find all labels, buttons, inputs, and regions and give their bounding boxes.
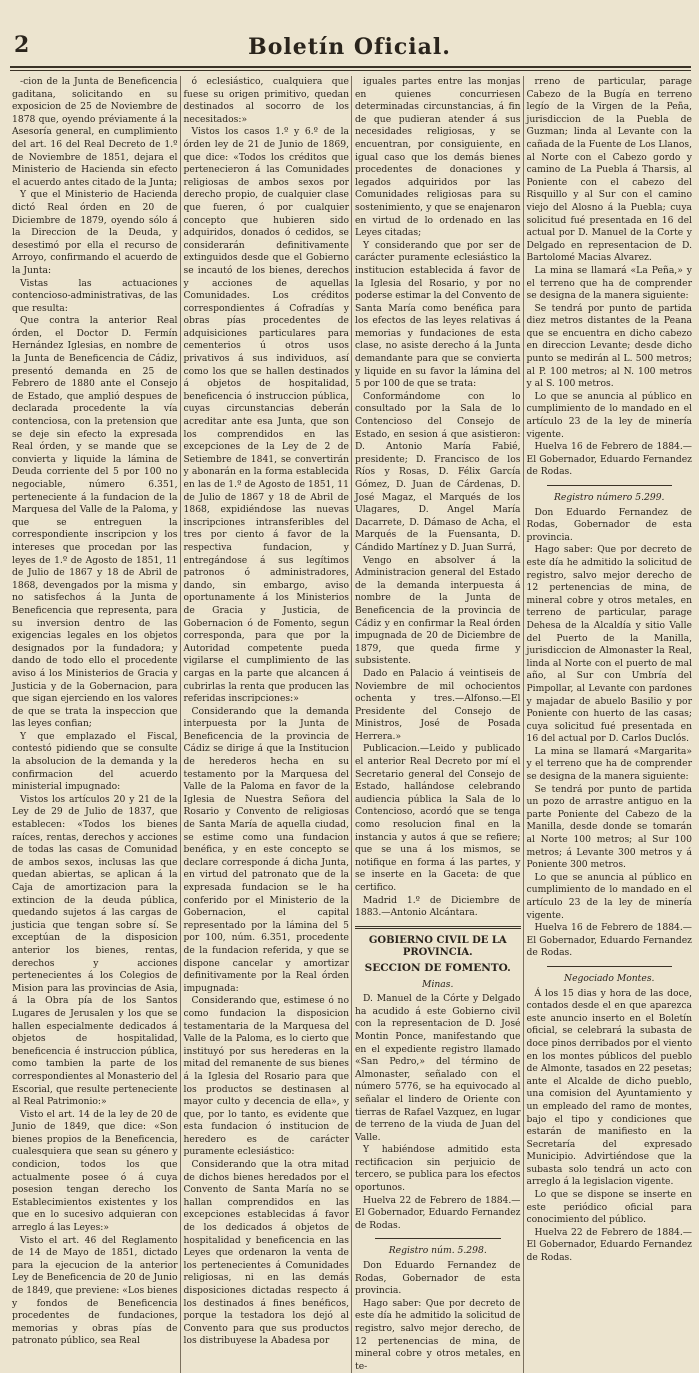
paragraph: Y que emplazado el Fiscal, contestó pidiendo que se consulte la absolucion de la demanda y la confirmacion del acuerdo ministerial impugnado: bbox=[12, 730, 178, 793]
divider bbox=[375, 1238, 501, 1239]
paragraph: Que contra la anterior Real órden, el Doctor D. Fermín Hernández Iglesias, en nombre de la Junta de Beneficencia de Cádiz, presentó demanda en 25 de Febrero de 1880 ante el Consejo de Estado, que amplió despues de declarada procedente la vía contenciosa, con la pretension que se deje sin efecto la expresada Real órden, y se mande que se convierta y liquide la lámina de Deuda corriente del 5 por 100 no negociable, número 6.351, perteneciente á la fundacion de la Marquesa del Valle de la Paloma, y que se entreguen la correspondiente inscripcion y los intereses que procedan por las leyes de 1.º de Agosto de 1851, 11 de Julio de 1867 y 18 de Abril de 1868, devengados por la misma y no satisfechos á la Junta de Beneficencia que representa, para su inversion dentro de las exigencias legales en los objetos designados por la fundadora; y dando de todo ello el procedente aviso á los Ministerios de Gracia y Justicia y de la Gobernacion, para que sigan ejerciendo en los valores de que se trata la inspeccion que las leyes confian; bbox=[12, 315, 178, 730]
paragraph: rreno de particular, parage Cabezo de la Bugía en terreno legío de la Virgen de la Peña, jurisdiccion de la Puebla de Guzman; linda al Levante con la cañada de la Fuente de Los Llanos, al Norte con el Cabezo gordo y camino de La Puebla á Tharsis, al Poniente con el cabezo del Risquillo y al Sur con el camino viejo del Alosno á la Puebla; cuya solicitud fué presentada en 16 del actual por D. Manuel de la Corte y Delgado en representacion de D. Bartolomé Macias Alvarez. bbox=[526, 76, 692, 264]
paragraph: Hago saber: Que por decreto de este día he admitido la solicitud de registro, salvo mejor derecho de 12 pertenencias de mina, de mineral cobre y otros metales, en terreno de particular, parage Dehesa de la Alcaldía y sitio Valle del Puerto de la Manilla, jurisdiccion de Almonaster la Real, linda al Norte con el puerto de mal año, al Sur con Umbría del Pimpollar, al Levante con pardones y majadar de abuelo Basilio y por Poniente con huerto de las casas; cuya solicitud fué presentada en 16 del actual por D. Carlos Duclós. bbox=[526, 544, 692, 745]
text-columns bbox=[12, 76, 692, 1372]
paragraph: Madrid 1.º de Diciembre de 1883.—Antonio Alcántara. bbox=[355, 894, 521, 919]
paragraph: Lo que se dispone se inserte en este periódico oficial para conocimiento del público. bbox=[526, 1189, 692, 1226]
paragraph: Y considerando que por ser de carácter puramente eclesiástico la institucion establecida á favor de la Iglesia del Rosario, y por no poderse estimar la del Convento de Santa María como benéfica para los efectos de las leyes relativas á memorias y fundaciones de esta clase, no asiste derecho á la Junta demandante para que se convierta y liquide en su favor la lámina del 5 por 100 de que se trata: bbox=[355, 239, 521, 390]
header-rule-thin bbox=[10, 70, 691, 71]
paragraph: Conformándome con lo consultado por la Sala de lo Contencioso del Consejo de Estado, en sesion á que asistieron: D. Antonio María Fabié, presidente; D. Francisco de los Ríos y Rosas, D. Félix García Gómez, D. Juan de Cárdenas, D. José Magaz, el Marqués de los Ulagares, D. Angel María Dacarrete, D. Dámaso de Acha, el Marqués de la Fuensanta, D. Cándido Martínez y D. Juan Surrá, bbox=[355, 390, 521, 553]
paragraph: Vistos los artículos 20 y 21 de la Ley de 29 de Julio de 1837, que establecen: «Todos los bienes raíces, rentas, derechos y acciones de todas las casas de Comunidad de ambos sexos, inclusas las que quedan abiertas, se aplican á la Caja de amortizacion para la extincion de la deuda pública, quedando sujetos á las cargas de justicia que tengan sobre sí. Se exceptúan de la disposicion anterior los bienes, rentas, derechos y acciones pertenecientes á los Colegios de Mision para las provincias de Asia, á la Obra pía de los Santos Lugares de Jerusalen y los que se hallen especialmente dedicados á objetos de hospitalidad, beneficencia é instruccion pública, como tambien la parte de los correspondientes al Monasterio del Escorial, que resulte perteneciente al Real Patrimonio:» bbox=[12, 793, 178, 1108]
paragraph: La mina se llamará «La Peña,» y el terreno que ha de comprender se designa de la manera siguiente: bbox=[526, 264, 692, 302]
header-rule bbox=[10, 66, 691, 68]
column-2 bbox=[184, 76, 350, 1373]
column-3 bbox=[355, 76, 521, 1373]
paragraph: ó eclesiástico, cualquiera que fuese su origen primitivo, quedan destinados al socorro de los necesitados:» bbox=[183, 76, 349, 125]
paragraph: Huelva 16 de Febrero de 1884.—El Gobernador, Eduardo Fernandez de Rodas. bbox=[526, 922, 692, 959]
paragraph: Don Eduardo Fernandez de Rodas, Gobernador de esta provincia. bbox=[526, 506, 692, 543]
paragraph: Dado en Palacio á veintiseis de Noviembre de mil ochocientos ochenta y tres.—Alfonso.—El Presidente del Consejo de Ministros, José de Posada Herrera.» bbox=[355, 667, 521, 742]
divider bbox=[547, 485, 673, 486]
paragraph: Y que el Ministerio de Hacienda dictó Real órden en 20 de Diciembre de 1879, oyendo sólo á la Direccion de la Deuda, y desestimó por ella el recurso de Arroyo, confirmando el acuerdo de la Junta: bbox=[12, 189, 178, 276]
column-1 bbox=[12, 76, 178, 1373]
paragraph: D. Manuel de la Córte y Delgado ha acudido á este Gobierno civil con la representacion de D. José Montin Ponce, manifestando que en el expediente registro llamado «San Pedro,» del término de Almonaster, señalado con el número 5776, se ha equivocado al señalar el lindero de Oriente con tierras de Rafael Vazquez, en lugar de terreno de la viuda de Juan del Valle. bbox=[355, 993, 521, 1143]
paragraph: Se tendrá por punto de partida un pozo de arrastre antiguo en la parte Poniente del Cabezo de la Manilla, desde donde se tomarán al Norte 100 metros; al Sur 100 metros; á Levante 300 metros y á Poniente 300 metros. bbox=[526, 783, 692, 871]
registro-heading: Registro número 5.299. bbox=[554, 492, 665, 503]
paragraph: Se tendrá por punto de partida diez metros distantes de la Peana que se encuentra en dicho cabezo en direccion Levante; desde dicho punto se medirán al L. 500 metros; al P. 100 metros; al N. 100 metros y al S. 100 metros. bbox=[526, 302, 692, 390]
paragraph: Hago saber: Que por decreto de este día he admitido la solicitud de registro, salvo mejor derecho, de 12 pertenencias de mina, de mineral cobre y otros metales, en te- bbox=[355, 1297, 521, 1372]
section-title: GOBIERNO CIVIL DE LA PROVINCIA. bbox=[368, 934, 507, 959]
paragraph: Huelva 16 de Febrero de 1884.—El Gobernador, Eduardo Fernandez de Rodas. bbox=[526, 441, 692, 478]
paragraph: Don Eduardo Fernandez de Rodas, Gobernador de esta provincia. bbox=[355, 1260, 521, 1297]
paragraph: Á los 15 dias y hora de las doce, contados desde el en que aparezca este anuncio inserto en el Boletín oficial, se celebrará la subasta de doce pinos derribados por el viento en los montes públicos del pueblo de Almonte, tasados en 22 pesetas; ante el Alcalde de dicho pueblo, una comision del Ayuntamiento y un empleado del ramo de montes, bajo el tipo y condiciones que estarán de manifiesto en la Secretaría del expresado Municipio. Advirtiéndose que la subasta solo tendrá un acto con arreglo á la legislacion vigente. bbox=[526, 987, 692, 1188]
paragraph: Considerando que, estimese ó no como fundacion la disposicion testamentaria de la Marquesa del Valle de la Paloma, es lo cierto que instituyó por sus herederas en la mitad del remanente de sus bienes á la Iglesia del Rosario para que los productos se destinasen al mayor culto y decencia de ella», y que, por lo tanto, es evidente que esta fundacion ó institucion de heredero es de carácter puramente eclesiástico: bbox=[183, 995, 349, 1158]
paragraph: Huelva 22 de Febrero de 1884.—El Gobernador, Eduardo Fernandez de Rodas. bbox=[355, 1194, 521, 1231]
paragraph: Vistas las actuaciones contencioso-administrativas, de las que resulta: bbox=[12, 277, 178, 314]
section-subtitle: SECCION DE FOMENTO. bbox=[364, 961, 511, 974]
page-number: 2 bbox=[14, 32, 30, 58]
paragraph: Considerando que la demanda interpuesta por la Junta de Beneficencia de la provincia de Cádiz se dirige á que la Institucion de herederos hecha en su testamento por la Marquesa del Valle de la Paloma en favor de la Iglesia de Nuestra Señora del Rosario y Convento de religiosas de Santa María de aquella ciudad, se estime como una fundacion benéfica, y en este concepto se declare corresponde á dicha Junta, en virtud del patronato que de la expresada fundacion se le ha conferido por el Ministerio de la Gobernacion, el capital representado por la lámina del 5 por 100, núm. 6.351, procedente de la fundacion referida, y que se dispone cancelar y amortizar definitivamente por la Real órden impugnada: bbox=[183, 705, 349, 994]
paragraph: La mina se llamará «Margarita» y el terreno que ha de comprender se designa de la manera siguiente: bbox=[526, 745, 692, 783]
registro-heading: Registro núm. 5.298. bbox=[388, 1245, 487, 1257]
paragraph: Lo que se anuncia al público en cumplimiento de lo mandado en el artículo 23 de la ley de minería vigente. bbox=[526, 390, 692, 440]
divider bbox=[547, 966, 673, 967]
paragraph: Considerando que la otra mitad de dichos bienes heredados por el Convento de Santa María no se hallan comprendidos en las excepciones establecidas á favor de los dedicados á objetos de hospitalidad y beneficencia en las Leyes que ordenaron la venta de los pertenecientes á Comunidades religiosas, ni en las demás disposiciones dictadas respecto á los destinados á fines benéficos, porque la testadora los dejó al Convento para que sus productos los distribuyese la Abadesa por bbox=[183, 1159, 349, 1347]
paragraph: Huelva 22 de Febrero de 1884.—El Gobernador, Eduardo Fernandez de Rodas. bbox=[526, 1226, 692, 1264]
paragraph: Y habiéndose admitido esta rectificacion sin perjuicio de tercero, se publica para los efectos oportunos. bbox=[355, 1144, 521, 1194]
minas-heading: Minas. bbox=[422, 978, 454, 990]
paragraph: Lo que se anuncia al público en cumplimiento de lo mandado en el artículo 23 de la ley de minería vigente. bbox=[526, 871, 692, 921]
paragraph: Vistos los casos 1.º y 6.º de la órden ley de 21 de Junio de 1869, que dice: «Todos los créditos que pertenecieron á las Comunidades religiosas de ambos sexos por derecho propio, de cualquier clase que fueren, ó por cualquier concepto que hubieren sido adquiridos, donados ó cedidos, se considerarán definitivamente extinguidos desde que el Gobierno se incautó de los bienes, derechos y acciones de aquellas Comunidades. Los créditos correspondientes á Cofradías y obras pías procedentes de adquisiciones particulares para cementerios ú otros usos privativos á sus individuos, así como los que se hallen destinados á objetos de hospitalidad, beneficencia ó instruccion pública, cuyas circunstancias deberán acreditar ante esa Junta, que son los comprendidos en las excepciones de la Ley de 2 de Setiembre de 1841, se convertirán y abonarán en la forma establecida en las de 1.º de Agosto de 1851, 11 de Julio de 1867 y 18 de Abril de 1868, expidiéndose las nuevas inscripciones intransferibles del tres por ciento á favor de la respectiva fundacion, y entregándose á sus legítimos patronos ó administradores, dando, sin embargo, aviso oportunamente á los Ministerios de Gracia y Justicia, de Gobernacion ó de Fomento, segun corresponda, para que por la Autoridad competente pueda vigilarse el cumplimiento de las cargas en la parte que alcancen á cubrirlas la renta que producen las referidas inscripciones:» bbox=[183, 126, 349, 705]
paragraph: -cion de la Junta de Beneficencia gaditana, solicitando en su exposicion de 25 de Noviembre de 1878 que, oyendo préviamente á la Asesoría general, en cumplimiento del art. 16 del Real Decreto de 1.º de Noviembre de 1851, dejara el Ministerio de Hacienda sin efecto el acuerdo antes citado de la Junta; bbox=[12, 76, 178, 188]
paragraph: Visto el art. 46 del Reglamento de 14 de Mayo de 1851, dictado para la ejecucion de la anterior Ley de Beneficencia de 20 de Junio de 1849, que previene: «Los bienes y fondos de Beneficencia procedentes de fundaciones, memorias y obras pías de patronato público, sea Real bbox=[12, 1234, 178, 1347]
paragraph: Visto el art. 14 de la ley de 20 de Junio de 1849, que dice: «Son bienes propios de la Beneficencia, cualesquiera que sean su género y condicion, todos los que actualmente posee ó á cuya posesion tengan derecho los Establecimientos existentes y los que en lo sucesivo adquieran con arreglo á las Leyes:» bbox=[12, 1108, 178, 1234]
section-divider bbox=[355, 926, 521, 929]
paragraph: Publicacion.—Leido y publicado el anterior Real Decreto por mí el Secretario general del Consejo de Estado, hallándose celebrando audiencia pública la Sala de lo Contencioso, acordó que se tenga como resolucion final en la instancia y autos á que se refiere; que se una á los mismos, se notifique en forma á las partes, y se inserte en la Gaceta: de que certifico. bbox=[355, 743, 521, 893]
paragraph: iguales partes entre las monjas en quienes concurriesen determinadas circunstancias, á fin de que pudieran atender á sus necesidades religiosas, y se encuentran, por consiguiente, en igual caso que los demás bienes procedentes de donaciones y legados adquiridos por las Comunidades religiosas para su sostenimiento, y que se enajenaron en virtud de lo ordenado en las Leyes citadas; bbox=[355, 76, 521, 239]
column-4 bbox=[527, 76, 693, 1373]
paragraph: Vengo en absolver á la Administracion general del Estado de la demanda interpuesta á nombre de la Junta de Beneficencia de la provincia de Cádiz y en confirmar la Real órden impugnada de 20 de Diciembre de 1879, que queda firme y subsistente. bbox=[355, 554, 521, 667]
negociado-heading: Negociado Montes. bbox=[564, 972, 655, 984]
page-title: Boletín Oficial. bbox=[248, 34, 451, 60]
